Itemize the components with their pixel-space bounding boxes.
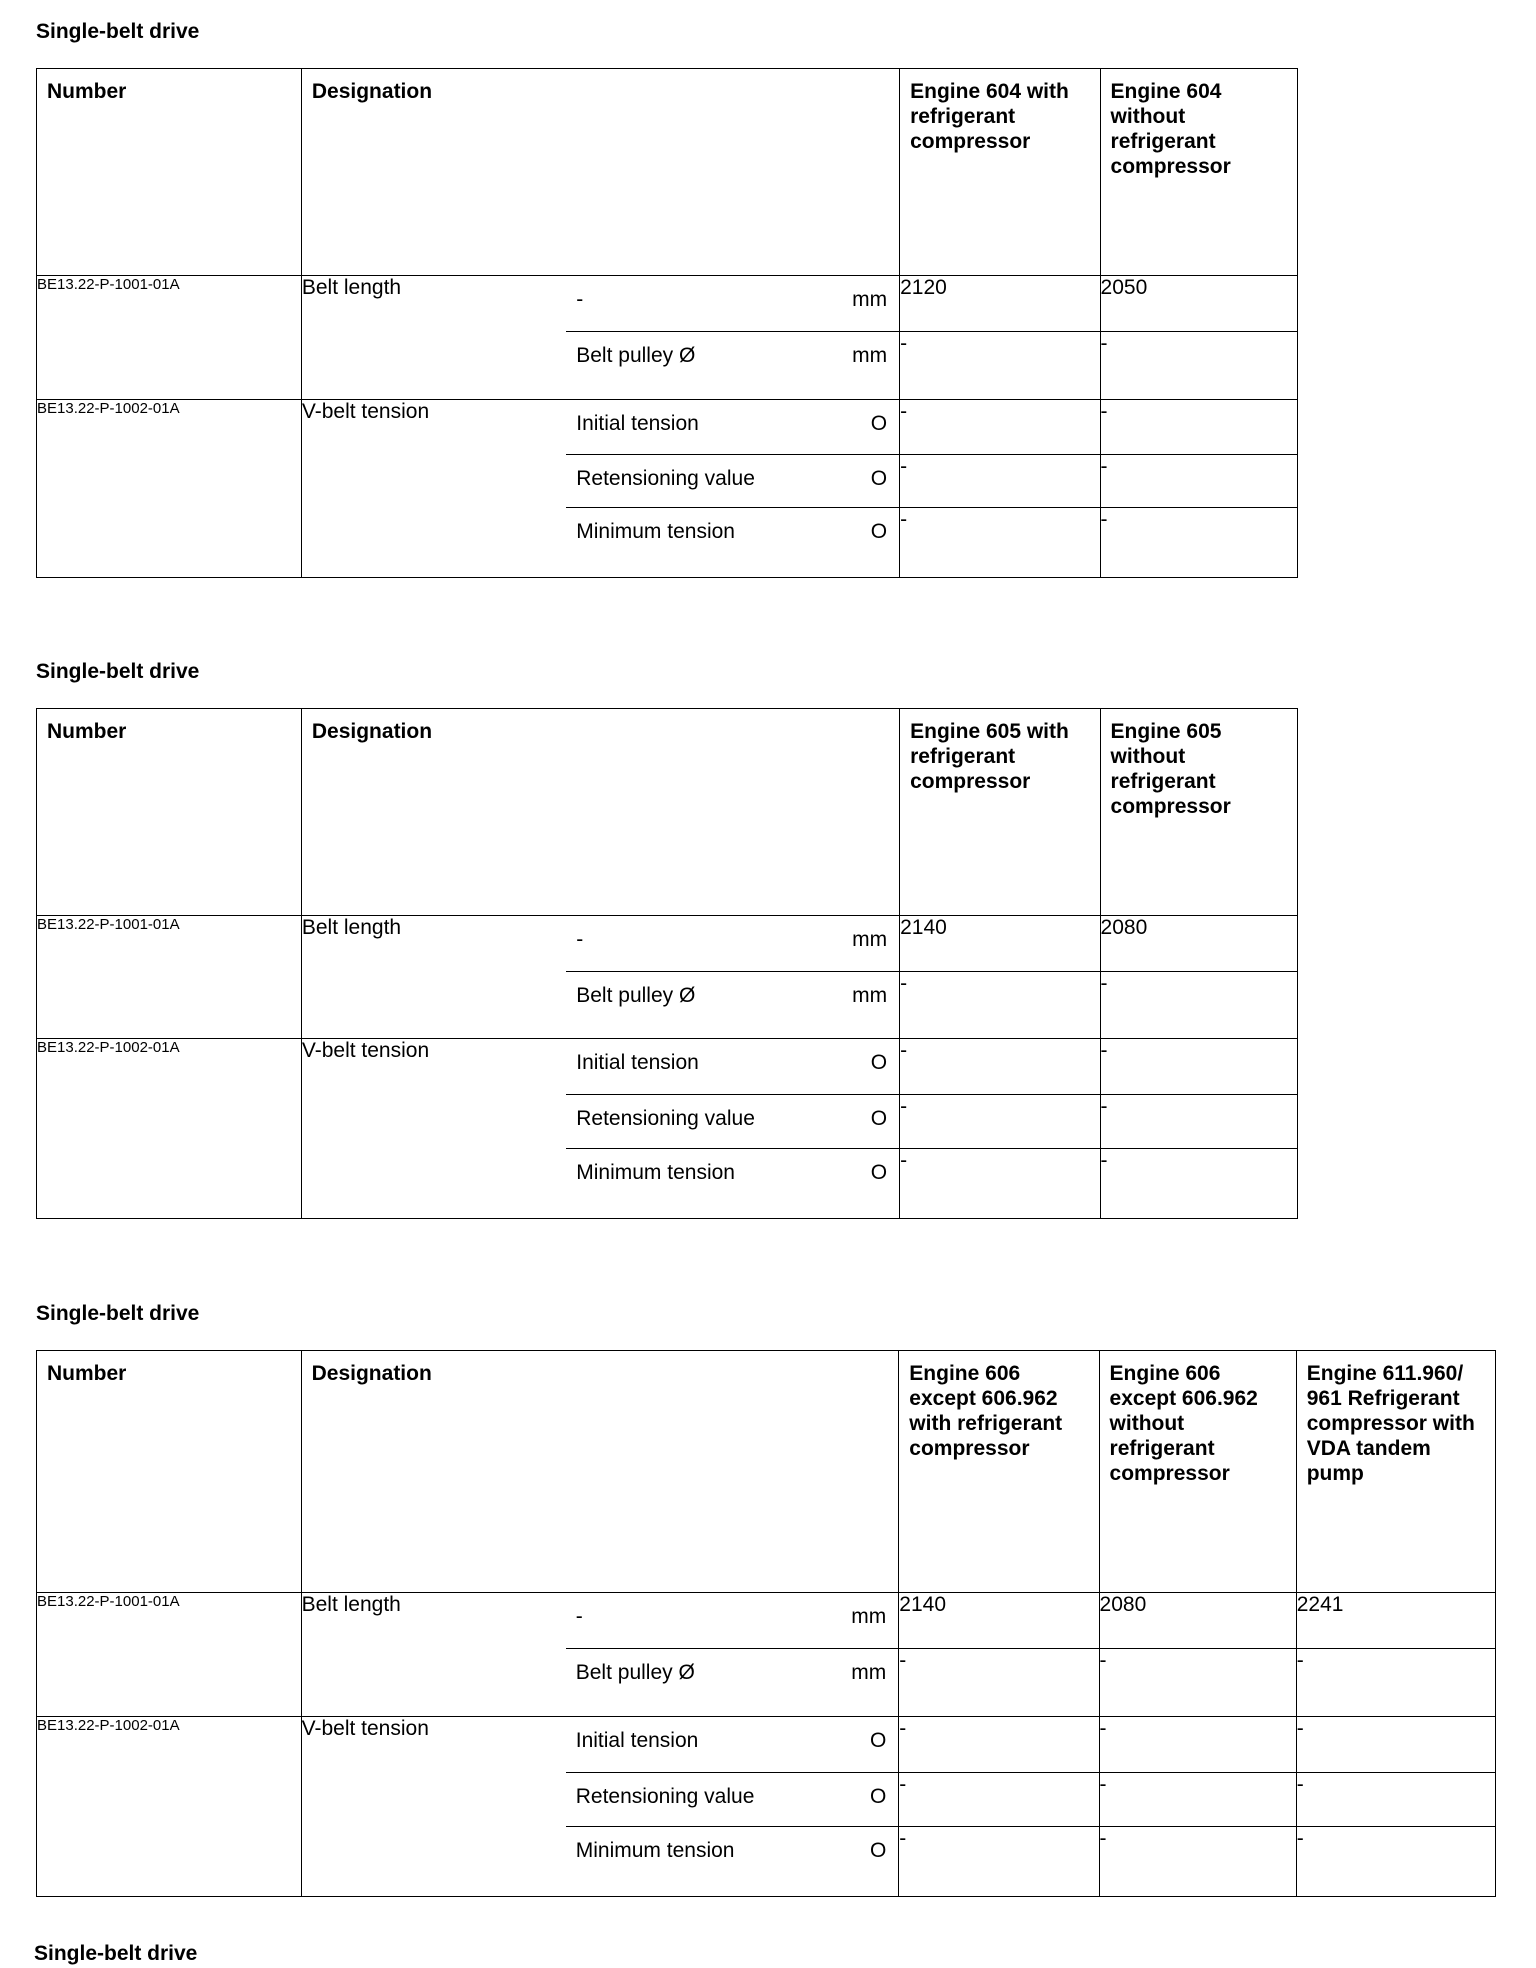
section-title-3: Single-belt drive (36, 1302, 200, 1325)
value-cell: - (1100, 508, 1297, 578)
value-cell: 2080 (1099, 1593, 1296, 1649)
value-cell: - (899, 1649, 1099, 1717)
value-cell: - (899, 1827, 1099, 1897)
value-cell: - (900, 1149, 1100, 1219)
section-title-1: Single-belt drive (36, 20, 200, 43)
section-title-4: Single-belt drive (34, 1942, 198, 1965)
value-cell: - (1100, 1039, 1297, 1095)
subrow (566, 400, 899, 455)
header-engine-1: Engine 604 with refrigerant compressor (900, 69, 1100, 276)
value-cell: 2080 (1100, 916, 1297, 972)
header-number: Number (37, 709, 302, 916)
value-cell: 2140 (899, 1593, 1099, 1649)
subrow-label: Initial tension (576, 412, 699, 435)
subrow-unit: O (870, 1161, 888, 1184)
spec-table-2 (36, 708, 1298, 1219)
value-cell: - (1296, 1773, 1495, 1827)
value-cell: - (1099, 1827, 1296, 1897)
value-cell: - (1100, 332, 1297, 400)
header-engine-1: Engine 605 with refrigerant compressor (900, 709, 1100, 916)
value-cell: - (1296, 1649, 1495, 1717)
table-row (37, 400, 1298, 455)
header-engine-2: Engine 604 without refrigerant compressor (1100, 69, 1297, 276)
value-cell: - (1099, 1773, 1296, 1827)
row-number: BE13.22-P-1002-01A (37, 1717, 302, 1897)
subrow-unit: O (869, 1839, 887, 1862)
subrow-label: - (576, 288, 584, 311)
subrow-label: Belt pulley Ø (576, 344, 696, 367)
value-cell: 2241 (1296, 1593, 1495, 1649)
header-engine-2: Engine 605 without refrigerant compressor (1100, 709, 1297, 916)
table-header-row (37, 1351, 1496, 1593)
subrow-unit: O (869, 1785, 887, 1808)
value-cell: - (900, 1039, 1100, 1095)
table-header-row (37, 69, 1298, 276)
section-title-2: Single-belt drive (36, 660, 200, 683)
header-engine-1: Engine 606 except 606.962 with refrigerant compressor (899, 1351, 1099, 1593)
row-designation: Belt length (301, 1593, 566, 1717)
subrow-unit: mm (851, 1661, 887, 1684)
subrow-unit: O (870, 412, 888, 435)
value-cell: - (1100, 1149, 1297, 1219)
subrow-unit: mm (852, 288, 888, 311)
value-cell: - (1100, 400, 1297, 455)
row-number: BE13.22-P-1001-01A (37, 916, 302, 1039)
subrow (566, 276, 899, 332)
value-cell: - (899, 1717, 1099, 1773)
table-row (37, 276, 1298, 332)
header-number: Number (37, 69, 302, 276)
value-cell: 2120 (900, 276, 1100, 332)
subrow (566, 916, 899, 972)
subrow (566, 1095, 899, 1149)
row-number: BE13.22-P-1002-01A (37, 400, 302, 578)
subrow (566, 1649, 899, 1717)
value-cell: - (1100, 455, 1297, 508)
value-cell: - (900, 400, 1100, 455)
spec-table-3 (36, 1350, 1496, 1897)
row-designation: V-belt tension (301, 1717, 566, 1897)
subrow-label: Initial tension (575, 1729, 699, 1752)
subrow-unit: mm (851, 1605, 887, 1628)
subrow (566, 332, 899, 400)
value-cell: - (1099, 1717, 1296, 1773)
subrow (566, 508, 899, 578)
row-designation: V-belt tension (301, 400, 566, 578)
value-cell: - (1296, 1827, 1495, 1897)
header-engine-2: Engine 606 except 606.962 without refrigerant compressor (1099, 1351, 1296, 1593)
value-cell: - (899, 1773, 1099, 1827)
subrow-label: Minimum tension (576, 1161, 735, 1184)
subrow-unit: mm (852, 928, 888, 951)
subrow-label: Minimum tension (575, 1839, 735, 1862)
spec-table-1 (36, 68, 1298, 578)
value-cell: 2050 (1100, 276, 1297, 332)
subrow-label: Initial tension (576, 1051, 699, 1074)
row-number: BE13.22-P-1002-01A (37, 1039, 302, 1219)
subrow-label: Belt pulley Ø (575, 1661, 695, 1684)
row-designation: V-belt tension (301, 1039, 566, 1219)
value-cell: - (900, 455, 1100, 508)
subrow-label: Retensioning value (576, 467, 755, 490)
subrow (566, 1773, 899, 1827)
subrow-label: - (576, 928, 584, 951)
subrow (566, 1827, 899, 1897)
subrow-unit: O (870, 1051, 888, 1074)
value-cell: - (1100, 1095, 1297, 1149)
subrow (566, 455, 899, 508)
row-number: BE13.22-P-1001-01A (37, 276, 302, 400)
value-cell: - (1099, 1649, 1296, 1717)
subrow (566, 1039, 899, 1095)
subrow-label: Retensioning value (575, 1785, 755, 1808)
subrow-label: - (575, 1605, 583, 1628)
table-header-row (37, 709, 1298, 916)
table-row (37, 916, 1298, 972)
value-cell: - (900, 508, 1100, 578)
header-designation: Designation (301, 69, 899, 276)
header-designation: Designation (301, 709, 899, 916)
row-number: BE13.22-P-1001-01A (37, 1593, 302, 1717)
value-cell: 2140 (900, 916, 1100, 972)
subrow-unit: mm (852, 344, 888, 367)
subrow-unit: mm (852, 984, 888, 1007)
value-cell: - (1296, 1717, 1495, 1773)
table-row (37, 1593, 1496, 1649)
table-row (37, 1717, 1496, 1773)
subrow-label: Retensioning value (576, 1107, 755, 1130)
subrow-unit: O (870, 520, 888, 543)
row-designation: Belt length (301, 916, 566, 1039)
subrow-unit: O (870, 467, 888, 490)
row-designation: Belt length (301, 276, 566, 400)
subrow-unit: O (869, 1729, 887, 1752)
table-row (37, 1039, 1298, 1095)
header-designation: Designation (301, 1351, 899, 1593)
value-cell: - (900, 332, 1100, 400)
subrow-unit: O (870, 1107, 888, 1130)
subrow (566, 1149, 899, 1219)
subrow (566, 1593, 899, 1649)
subrow-label: Minimum tension (576, 520, 735, 543)
header-engine-3: Engine 611.960/ 961 Refrigerant compressor with VDA tandem pump (1296, 1351, 1495, 1593)
subrow-label: Belt pulley Ø (576, 984, 696, 1007)
subrow (566, 1717, 899, 1773)
subrow (566, 972, 899, 1039)
header-number: Number (37, 1351, 302, 1593)
value-cell: - (1100, 972, 1297, 1039)
value-cell: - (900, 1095, 1100, 1149)
value-cell: - (900, 972, 1100, 1039)
